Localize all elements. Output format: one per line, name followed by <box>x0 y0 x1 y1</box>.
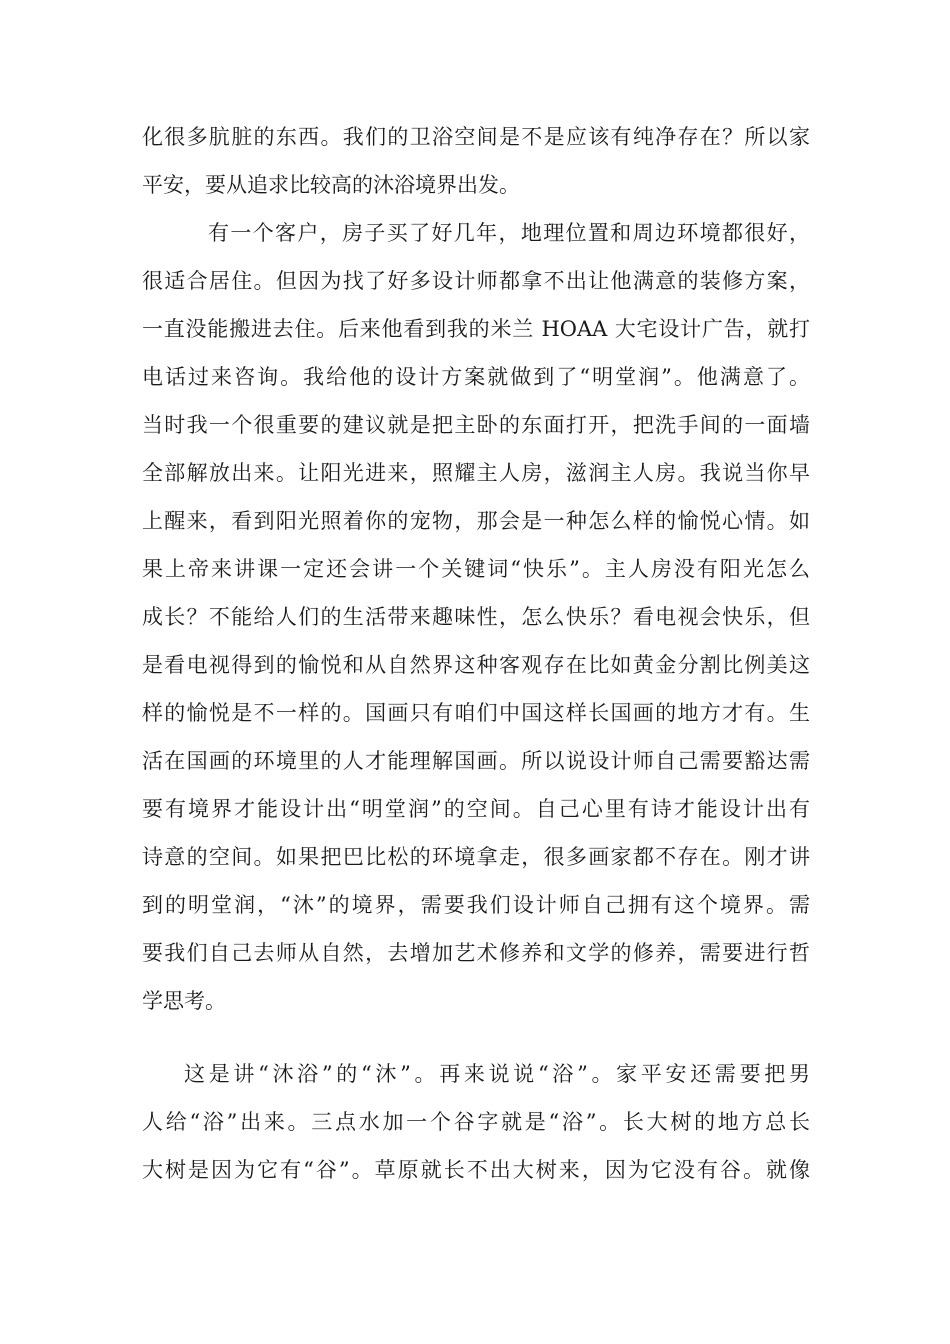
text-line: 上醒来，看到阳光照着你的宠物，那会是一种怎么样的愉悦心情。如 <box>142 509 810 533</box>
text-line: 要我们自己去师从自然，去增加艺术修养和文学的修养，需要进行哲 <box>142 941 810 965</box>
text-line: 当时我一个很重要的建议就是把主卧的东面打开，把洗手间的一面墙 <box>142 413 810 437</box>
text-line: 果上帝来讲课一定还会讲一个关键词“快乐”。主人房没有阳光怎么 <box>142 557 810 581</box>
text-line: 活在国画的环境里的人才能理解国画。所以说设计师自己需要豁达需 <box>142 749 810 773</box>
paragraph-2 <box>142 209 810 1025</box>
text-line: 要有境界才能设计出“明堂润”的空间。自己心里有诗才能设计出有 <box>142 797 810 821</box>
text-line: 全部解放出来。让阳光进来，照耀主人房，滋润主人房。我说当你早 <box>142 461 810 485</box>
text-line: 学思考。 <box>142 989 226 1013</box>
text-line: 这是讲“沐浴”的“沐”。再来说说“浴”。家平安还需要把男 <box>184 1062 810 1086</box>
text-line: 很适合居住。但因为找了好多设计师都拿不出让他满意的装修方案， <box>142 269 810 293</box>
text-line: 有一个客户，房子买了好几年，地理位置和周边环境都很好， <box>208 221 810 245</box>
paragraph-3 <box>142 1050 810 1194</box>
text-line: 平安，要从追求比较高的沐浴境界出发。 <box>142 173 520 197</box>
text-line: 人给“浴”出来。三点水加一个谷字就是“浴”。长大树的地方总长 <box>142 1110 810 1134</box>
text-line: 到的明堂润，“沐”的境界，需要我们设计师自己拥有这个境界。需 <box>142 893 810 917</box>
text-line: 诗意的空间。如果把巴比松的环境拿走，很多画家都不存在。刚才讲 <box>142 845 810 869</box>
text-line: 成长？不能给人们的生活带来趣味性，怎么快乐？看电视会快乐，但 <box>142 605 810 629</box>
text-line: 是看电视得到的愉悦和从自然界这种客观存在比如黄金分割比例美这 <box>142 653 810 677</box>
text-line: 一直没能搬进去住。后来他看到我的米兰 HOAA 大宅设计广告，就打 <box>142 317 810 341</box>
text-line: 电话过来咨询。我给他的设计方案就做到了“明堂润”。他满意了。 <box>142 365 810 389</box>
paragraph-1 <box>142 113 810 209</box>
text-line: 化很多肮脏的东西。我们的卫浴空间是不是应该有纯净存在？所以家 <box>142 125 810 149</box>
text-line: 样的愉悦是不一样的。国画只有咱们中国这样长国画的地方才有。生 <box>142 701 810 725</box>
text-line: 大树是因为它有“谷”。草原就长不出大树来，因为它没有谷。就像 <box>142 1158 810 1182</box>
